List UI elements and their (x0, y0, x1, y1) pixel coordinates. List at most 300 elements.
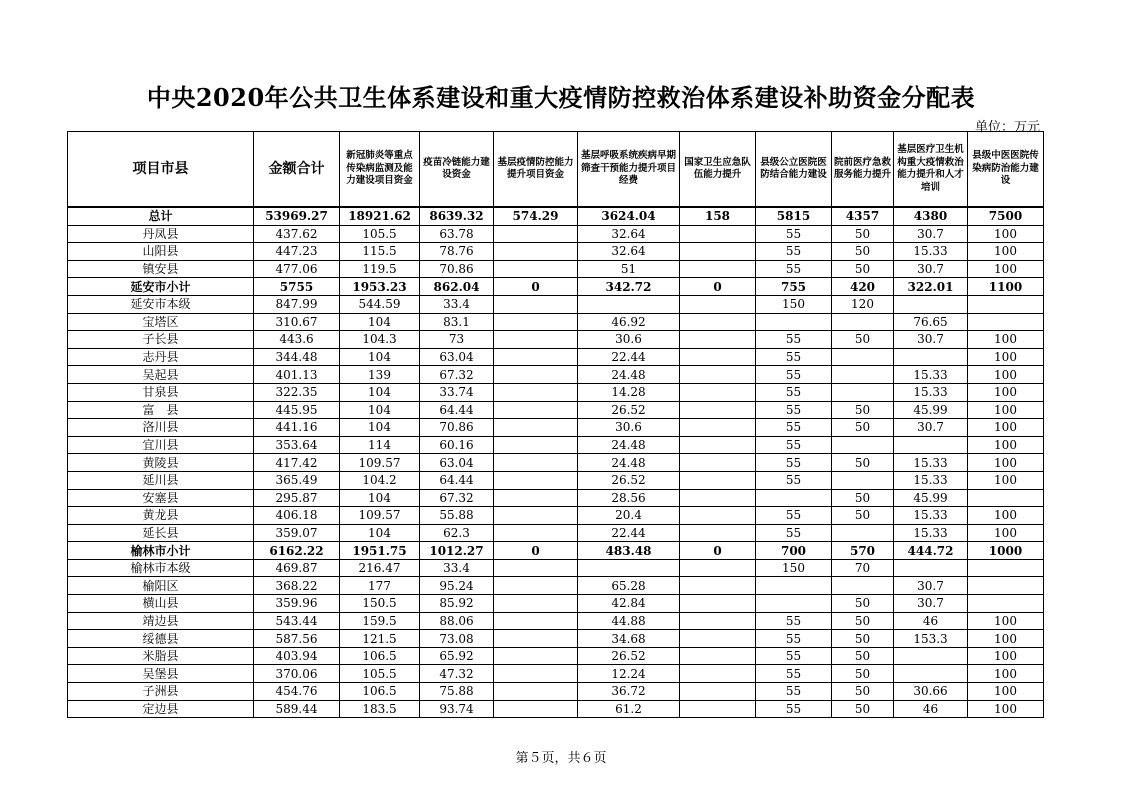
value-cell: 104 (340, 313, 420, 331)
value-cell: 33.74 (420, 383, 494, 401)
value-cell: 119.5 (340, 260, 420, 278)
region-cell: 定边县 (68, 700, 254, 718)
region-cell: 绥德县 (68, 630, 254, 648)
value-cell: 104 (340, 383, 420, 401)
value-cell: 32.64 (578, 243, 680, 261)
value-cell (578, 559, 680, 577)
region-cell: 延安市小计 (68, 278, 254, 296)
value-cell: 30.6 (578, 419, 680, 437)
value-cell (680, 348, 756, 366)
value-cell: 14.28 (578, 383, 680, 401)
value-cell: 65.28 (578, 577, 680, 595)
table-row (68, 295, 1044, 313)
value-cell: 15.33 (894, 383, 968, 401)
value-cell: 15.33 (894, 366, 968, 384)
value-cell: 50 (832, 419, 894, 437)
value-cell (494, 366, 578, 384)
value-cell: 8639.32 (420, 207, 494, 225)
value-cell: 100 (968, 647, 1044, 665)
value-cell: 50 (832, 454, 894, 472)
value-cell: 100 (968, 524, 1044, 542)
value-cell (680, 683, 756, 701)
table-row (68, 260, 1044, 278)
value-cell: 7500 (968, 207, 1044, 225)
value-cell: 847.99 (254, 295, 340, 313)
value-cell (680, 383, 756, 401)
value-cell: 53969.27 (254, 207, 340, 225)
value-cell: 700 (756, 542, 832, 560)
value-cell (494, 665, 578, 683)
value-cell: 1100 (968, 278, 1044, 296)
region-cell: 志丹县 (68, 348, 254, 366)
table-row (68, 612, 1044, 630)
column-header-emergency-team: 国家卫生应急队伍能力提升 (680, 132, 756, 208)
value-cell: 444.72 (894, 542, 968, 560)
value-cell: 55 (756, 700, 832, 718)
table-row (68, 313, 1044, 331)
value-cell: 862.04 (420, 278, 494, 296)
value-cell (494, 260, 578, 278)
value-cell: 50 (832, 507, 894, 525)
value-cell: 104 (340, 419, 420, 437)
value-cell: 5755 (254, 278, 340, 296)
value-cell: 441.16 (254, 419, 340, 437)
region-cell: 宝塔区 (68, 313, 254, 331)
value-cell: 106.5 (340, 683, 420, 701)
value-cell: 570 (832, 542, 894, 560)
value-cell (494, 559, 578, 577)
value-cell (494, 225, 578, 243)
region-cell: 延安市本级 (68, 295, 254, 313)
table-row (68, 665, 1044, 683)
column-header-respiratory-screening: 基层呼吸系统疾病早期筛查干预能力提升项目经费 (578, 132, 680, 208)
value-cell: 3624.04 (578, 207, 680, 225)
value-cell: 55 (756, 419, 832, 437)
region-cell: 吴堡县 (68, 665, 254, 683)
value-cell: 114 (340, 436, 420, 454)
region-cell: 镇安县 (68, 260, 254, 278)
value-cell: 359.96 (254, 595, 340, 613)
value-cell: 105.5 (340, 665, 420, 683)
value-cell: 104 (340, 401, 420, 419)
value-cell: 109.57 (340, 454, 420, 472)
value-cell (680, 436, 756, 454)
value-cell: 73.08 (420, 630, 494, 648)
value-cell: 24.48 (578, 436, 680, 454)
value-cell: 26.52 (578, 647, 680, 665)
value-cell: 359.07 (254, 524, 340, 542)
value-cell: 55 (756, 647, 832, 665)
value-cell: 100 (968, 665, 1044, 683)
value-cell: 45.99 (894, 489, 968, 507)
value-cell (832, 366, 894, 384)
value-cell: 342.72 (578, 278, 680, 296)
value-cell: 12.24 (578, 665, 680, 683)
region-cell: 黄龙县 (68, 507, 254, 525)
value-cell (494, 700, 578, 718)
value-cell: 401.13 (254, 366, 340, 384)
unit-label: 单位：万元 (974, 120, 1040, 135)
value-cell: 24.48 (578, 366, 680, 384)
value-cell: 158 (680, 207, 756, 225)
value-cell: 36.72 (578, 683, 680, 701)
value-cell (494, 630, 578, 648)
value-cell: 55 (756, 524, 832, 542)
value-cell (680, 595, 756, 613)
value-cell: 368.22 (254, 577, 340, 595)
value-cell: 417.42 (254, 454, 340, 472)
column-header-prehospital-ems: 院前医疗急救服务能力提升 (832, 132, 894, 208)
value-cell: 30.7 (894, 595, 968, 613)
table-row (68, 348, 1044, 366)
value-cell (494, 243, 578, 261)
value-cell: 64.44 (420, 471, 494, 489)
region-cell: 榆林市本级 (68, 559, 254, 577)
table-row (68, 595, 1044, 613)
value-cell: 63.04 (420, 348, 494, 366)
value-cell: 22.44 (578, 348, 680, 366)
value-cell (494, 524, 578, 542)
region-cell: 安塞县 (68, 489, 254, 507)
region-cell: 洛川县 (68, 419, 254, 437)
value-cell: 70.86 (420, 419, 494, 437)
value-cell (894, 647, 968, 665)
value-cell: 100 (968, 366, 1044, 384)
value-cell (680, 401, 756, 419)
value-cell: 0 (494, 542, 578, 560)
value-cell: 55 (756, 471, 832, 489)
value-cell: 105.5 (340, 225, 420, 243)
value-cell: 115.5 (340, 243, 420, 261)
value-cell: 587.56 (254, 630, 340, 648)
value-cell: 47.32 (420, 665, 494, 683)
region-cell: 榆阳区 (68, 577, 254, 595)
value-cell: 18921.62 (340, 207, 420, 225)
value-cell: 50 (832, 700, 894, 718)
value-cell: 100 (968, 419, 1044, 437)
value-cell (968, 595, 1044, 613)
value-cell: 4380 (894, 207, 968, 225)
value-cell (494, 454, 578, 472)
value-cell: 100 (968, 454, 1044, 472)
value-cell (756, 489, 832, 507)
value-cell: 353.64 (254, 436, 340, 454)
value-cell: 73 (420, 331, 494, 349)
table-row (68, 454, 1044, 472)
value-cell (680, 700, 756, 718)
value-cell: 55 (756, 612, 832, 630)
value-cell: 0 (494, 278, 578, 296)
value-cell (680, 260, 756, 278)
value-cell: 30.6 (578, 331, 680, 349)
value-cell (578, 295, 680, 313)
value-cell: 33.4 (420, 295, 494, 313)
value-cell: 67.32 (420, 489, 494, 507)
value-cell: 50 (832, 647, 894, 665)
value-cell (494, 683, 578, 701)
value-cell: 24.48 (578, 454, 680, 472)
value-cell (680, 559, 756, 577)
value-cell: 46.92 (578, 313, 680, 331)
value-cell: 120 (832, 295, 894, 313)
value-cell (680, 471, 756, 489)
value-cell: 5815 (756, 207, 832, 225)
value-cell: 15.33 (894, 507, 968, 525)
value-cell: 50 (832, 612, 894, 630)
value-cell: 420 (832, 278, 894, 296)
value-cell: 50 (832, 683, 894, 701)
table-subtotal-row (68, 278, 1044, 296)
value-cell: 30.7 (894, 260, 968, 278)
value-cell: 33.4 (420, 559, 494, 577)
value-cell: 100 (968, 612, 1044, 630)
value-cell: 121.5 (340, 630, 420, 648)
value-cell: 1953.23 (340, 278, 420, 296)
table-row (68, 383, 1044, 401)
table-row (68, 630, 1044, 648)
value-cell (494, 507, 578, 525)
value-cell: 406.18 (254, 507, 340, 525)
value-cell: 344.48 (254, 348, 340, 366)
value-cell: 26.52 (578, 401, 680, 419)
value-cell: 365.49 (254, 471, 340, 489)
value-cell (680, 331, 756, 349)
value-cell: 55 (756, 243, 832, 261)
value-cell: 150 (756, 295, 832, 313)
value-cell (832, 313, 894, 331)
value-cell: 26.52 (578, 471, 680, 489)
value-cell: 447.23 (254, 243, 340, 261)
region-cell: 子洲县 (68, 683, 254, 701)
value-cell: 34.68 (578, 630, 680, 648)
value-cell: 78.76 (420, 243, 494, 261)
value-cell (494, 489, 578, 507)
value-cell (894, 348, 968, 366)
value-cell: 100 (968, 507, 1044, 525)
value-cell: 93.74 (420, 700, 494, 718)
region-cell: 山阳县 (68, 243, 254, 261)
value-cell: 100 (968, 436, 1044, 454)
value-cell (494, 348, 578, 366)
value-cell: 50 (832, 260, 894, 278)
value-cell: 544.59 (340, 295, 420, 313)
table-row (68, 700, 1044, 718)
region-cell: 横山县 (68, 595, 254, 613)
value-cell: 100 (968, 225, 1044, 243)
value-cell: 55 (756, 436, 832, 454)
value-cell (756, 595, 832, 613)
value-cell (832, 524, 894, 542)
value-cell (832, 436, 894, 454)
value-cell: 4357 (832, 207, 894, 225)
value-cell (494, 401, 578, 419)
value-cell: 100 (968, 700, 1044, 718)
value-cell: 55 (756, 507, 832, 525)
value-cell: 63.78 (420, 225, 494, 243)
region-cell: 宜川县 (68, 436, 254, 454)
value-cell (894, 665, 968, 683)
value-cell: 50 (832, 331, 894, 349)
value-cell: 46 (894, 700, 968, 718)
value-cell: 183.5 (340, 700, 420, 718)
value-cell (894, 559, 968, 577)
value-cell (680, 577, 756, 595)
value-cell: 483.48 (578, 542, 680, 560)
value-cell: 755 (756, 278, 832, 296)
value-cell: 85.92 (420, 595, 494, 613)
value-cell: 95.24 (420, 577, 494, 595)
value-cell: 454.76 (254, 683, 340, 701)
value-cell: 65.92 (420, 647, 494, 665)
value-cell: 50 (832, 665, 894, 683)
region-cell: 丹凤县 (68, 225, 254, 243)
value-cell: 42.84 (578, 595, 680, 613)
table-row (68, 577, 1044, 595)
value-cell: 104.2 (340, 471, 420, 489)
value-cell (968, 489, 1044, 507)
region-cell: 甘泉县 (68, 383, 254, 401)
value-cell: 0 (680, 542, 756, 560)
value-cell: 51 (578, 260, 680, 278)
value-cell (894, 295, 968, 313)
value-cell: 139 (340, 366, 420, 384)
value-cell: 63.04 (420, 454, 494, 472)
value-cell: 55 (756, 665, 832, 683)
value-cell: 100 (968, 243, 1044, 261)
value-cell: 61.2 (578, 700, 680, 718)
column-header-region: 项目市县 (68, 132, 254, 208)
column-header-tcm-hospital: 县级中医医院传染病防治能力建设 (968, 132, 1044, 208)
value-cell: 28.56 (578, 489, 680, 507)
value-cell: 106.5 (340, 647, 420, 665)
value-cell: 0 (680, 278, 756, 296)
value-cell (494, 313, 578, 331)
value-cell (832, 471, 894, 489)
value-cell (756, 577, 832, 595)
value-cell (680, 507, 756, 525)
value-cell: 15.33 (894, 471, 968, 489)
page-title: 中央2020年公共卫生体系建设和重大疫情防控救治体系建设补助资金分配表 (146, 83, 976, 112)
value-cell: 15.33 (894, 243, 968, 261)
table-row (68, 436, 1044, 454)
value-cell: 50 (832, 401, 894, 419)
value-cell: 55 (756, 260, 832, 278)
value-cell: 50 (832, 595, 894, 613)
table-row (68, 559, 1044, 577)
value-cell (680, 419, 756, 437)
value-cell: 100 (968, 383, 1044, 401)
value-cell: 55 (756, 454, 832, 472)
value-cell: 62.3 (420, 524, 494, 542)
value-cell (680, 489, 756, 507)
value-cell: 437.62 (254, 225, 340, 243)
value-cell: 64.44 (420, 401, 494, 419)
value-cell: 50 (832, 243, 894, 261)
value-cell: 22.44 (578, 524, 680, 542)
value-cell (968, 313, 1044, 331)
table-header-row (68, 132, 1044, 208)
value-cell: 100 (968, 260, 1044, 278)
region-cell: 子长县 (68, 331, 254, 349)
table-row (68, 524, 1044, 542)
table-row (68, 489, 1044, 507)
value-cell: 50 (832, 225, 894, 243)
column-header-grassroots-treatment: 基层医疗卫生机构重大疫情救治能力提升和人才培训 (894, 132, 968, 208)
value-cell (680, 647, 756, 665)
value-cell: 100 (968, 471, 1044, 489)
value-cell (680, 366, 756, 384)
value-cell: 159.5 (340, 612, 420, 630)
value-cell: 44.88 (578, 612, 680, 630)
column-header-county-hospital: 县级公立医院医防结合能力建设 (756, 132, 832, 208)
value-cell: 1000 (968, 542, 1044, 560)
value-cell: 75.88 (420, 683, 494, 701)
value-cell (494, 577, 578, 595)
value-cell: 370.06 (254, 665, 340, 683)
value-cell (894, 436, 968, 454)
table-row (68, 683, 1044, 701)
value-cell: 30.7 (894, 577, 968, 595)
table-subtotal-row (68, 542, 1044, 560)
value-cell (494, 471, 578, 489)
value-cell: 55 (756, 331, 832, 349)
value-cell: 45.99 (894, 401, 968, 419)
value-cell: 55 (756, 383, 832, 401)
region-cell: 靖边县 (68, 612, 254, 630)
table-body (68, 207, 1044, 718)
table-row (68, 225, 1044, 243)
value-cell: 15.33 (894, 524, 968, 542)
value-cell (680, 454, 756, 472)
table-row (68, 243, 1044, 261)
region-cell: 富 县 (68, 401, 254, 419)
value-cell: 60.16 (420, 436, 494, 454)
value-cell (680, 665, 756, 683)
region-cell: 延川县 (68, 471, 254, 489)
column-header-total: 金额合计 (254, 132, 340, 208)
value-cell (494, 295, 578, 313)
value-cell: 30.7 (894, 225, 968, 243)
value-cell: 55 (756, 401, 832, 419)
value-cell (832, 383, 894, 401)
value-cell: 30.66 (894, 683, 968, 701)
value-cell: 83.1 (420, 313, 494, 331)
allocation-table (67, 131, 1044, 718)
value-cell (680, 243, 756, 261)
value-cell: 403.94 (254, 647, 340, 665)
value-cell: 445.95 (254, 401, 340, 419)
value-cell: 76.65 (894, 313, 968, 331)
value-cell: 295.87 (254, 489, 340, 507)
value-cell: 104 (340, 489, 420, 507)
value-cell (494, 647, 578, 665)
value-cell: 216.47 (340, 559, 420, 577)
column-header-covid-monitoring: 新冠肺炎等重点传染病监测及能力建设项目资金 (340, 132, 420, 208)
value-cell (680, 524, 756, 542)
value-cell: 6162.22 (254, 542, 340, 560)
value-cell: 310.67 (254, 313, 340, 331)
page-number: 第５页，共６页 (515, 751, 607, 766)
value-cell: 55 (756, 366, 832, 384)
table-row (68, 507, 1044, 525)
region-cell: 黄陵县 (68, 454, 254, 472)
region-cell: 米脂县 (68, 647, 254, 665)
value-cell: 50 (832, 489, 894, 507)
value-cell (494, 436, 578, 454)
table-row (68, 401, 1044, 419)
table-row (68, 419, 1044, 437)
value-cell: 469.87 (254, 559, 340, 577)
